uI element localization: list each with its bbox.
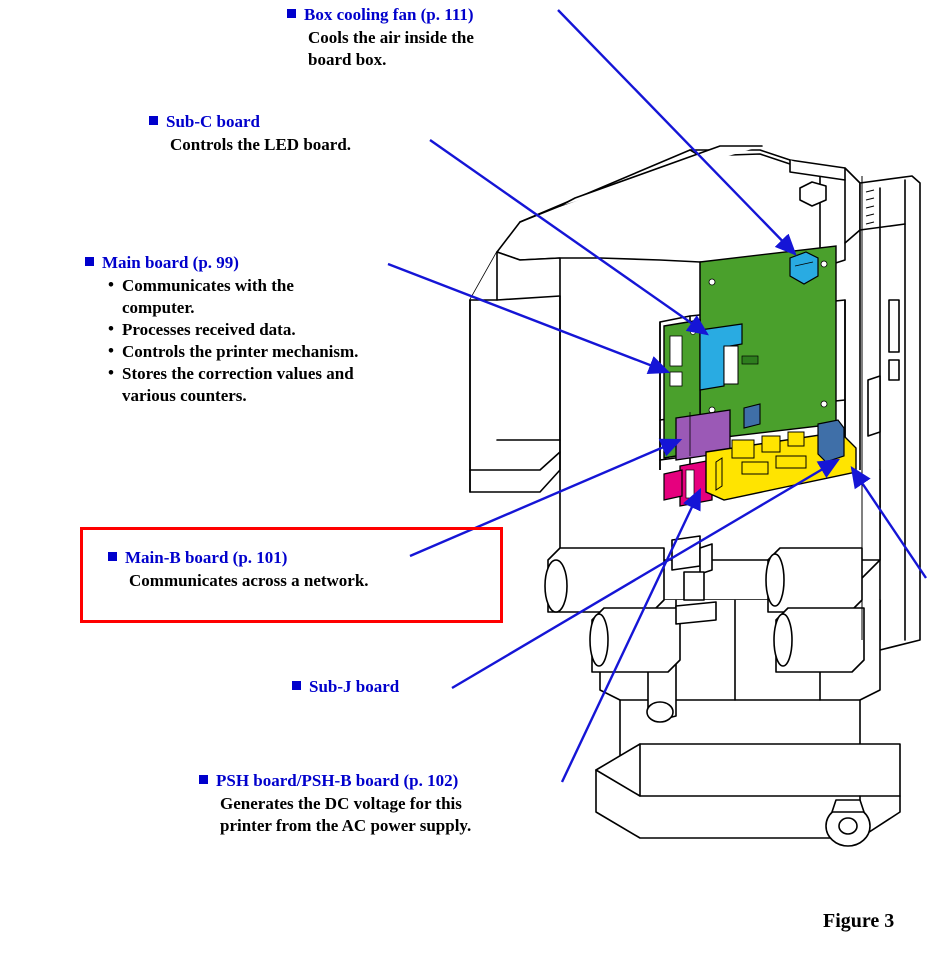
leader-main-board (388, 264, 668, 372)
callout-line: Communicates across a network. (129, 570, 369, 590)
callout-line: computer. (122, 297, 195, 317)
leader-psh-board (562, 490, 700, 782)
callout-sub-j-board (292, 676, 399, 699)
board-steel-small (744, 404, 760, 428)
callout-line: Controls the LED board. (170, 134, 352, 154)
callout-title-text: Main board (p. 99) (102, 253, 239, 272)
callout-title (85, 252, 358, 275)
bullet-square-icon (149, 116, 158, 125)
bullet-square-icon (199, 775, 208, 784)
callout-bullet (106, 363, 358, 407)
callout-line: Stores the correction values and (122, 363, 354, 383)
callout-bullet (106, 319, 358, 341)
callout-psh-board (199, 770, 471, 838)
callout-line: Communicates with the (122, 275, 294, 295)
leader-right-edge (852, 468, 926, 578)
board-magenta-tab (664, 470, 682, 500)
board-yellow (706, 432, 856, 500)
callout-line: Controls the printer mechanism. (122, 341, 359, 361)
callout-line: Processes received data. (122, 319, 296, 339)
board-purple (676, 410, 730, 460)
callout-box-cooling-fan (287, 4, 474, 72)
callout-title-text: Sub-J board (309, 677, 400, 696)
bullet-square-icon (108, 552, 117, 561)
bullet-square-icon (85, 257, 94, 266)
board-green-left (664, 320, 700, 458)
callout-line: Cools the air inside the (308, 27, 474, 47)
callout-title-text: Sub-C board (166, 112, 261, 131)
callout-sub-c-board (149, 111, 351, 156)
figure-caption: Figure 3 (823, 910, 895, 932)
callout-title-text: PSH board/PSH-B board (p. 102) (216, 771, 459, 790)
board-green (700, 246, 836, 440)
callout-bullet (106, 275, 358, 319)
callout-line: Generates the DC voltage for this (220, 793, 462, 813)
callout-title (199, 770, 471, 793)
board-magenta (680, 460, 712, 506)
part-fan-mid (700, 324, 742, 390)
callout-title-text: Main-B board (p. 101) (125, 548, 288, 567)
callout-line: board box. (308, 50, 387, 70)
bullet-square-icon (292, 681, 301, 690)
callout-line: printer from the AC power supply. (220, 816, 472, 836)
bullet-square-icon (287, 9, 296, 18)
board-steel-right (818, 420, 844, 462)
callout-title-text: Box cooling fan (p. 111) (304, 5, 474, 24)
leader-sub-c-board (430, 140, 707, 334)
callout-title (292, 676, 399, 699)
callout-title (108, 547, 369, 570)
part-fan-top (790, 252, 818, 284)
callout-main-board (85, 252, 358, 407)
callout-main-b-board (108, 547, 369, 592)
callout-title (149, 111, 351, 134)
leader-box-cooling-fan (558, 10, 795, 254)
callout-title (287, 4, 474, 27)
callout-line: various counters. (122, 386, 247, 406)
callout-bullet (106, 341, 358, 363)
leader-sub-j-board (452, 460, 838, 688)
